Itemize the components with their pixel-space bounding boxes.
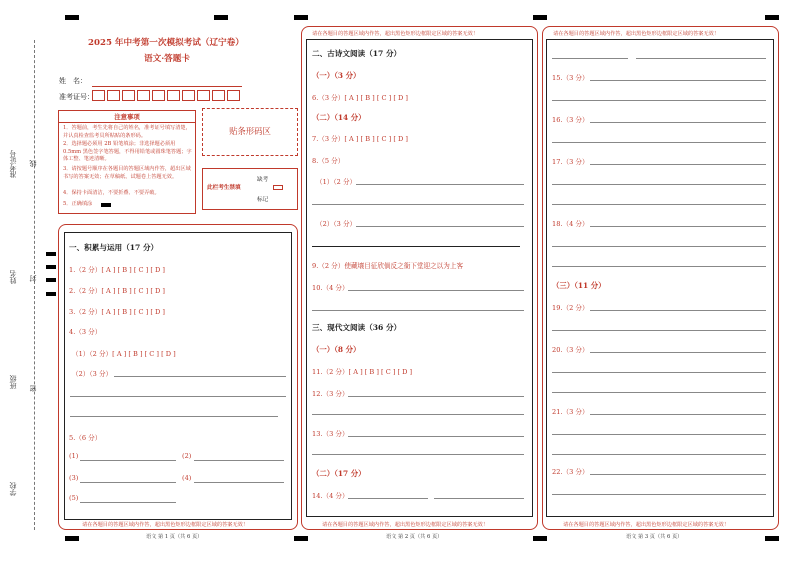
page-title: 2025 年中考第一次模拟考试（辽宁卷） xyxy=(88,38,244,48)
notice-item: 5．正确填涂 xyxy=(63,201,93,207)
answer-line[interactable] xyxy=(348,290,524,291)
answer-line[interactable] xyxy=(552,392,766,393)
question-22: 22.（3 分） xyxy=(552,468,589,476)
answer-line[interactable] xyxy=(194,482,284,483)
notice-item: 4．保持卡面清洁，不要折叠、不要弄破。 xyxy=(63,190,160,196)
exam-id-label: 准考证号： xyxy=(59,93,94,101)
page-subtitle: 语文·答题卡 xyxy=(144,54,190,64)
timing-mark xyxy=(46,278,56,282)
answer-line[interactable] xyxy=(590,474,766,475)
question-17: 17.（3 分） xyxy=(552,158,589,166)
answer-line[interactable] xyxy=(80,502,176,503)
question-1[interactable]: 1.（2 分）[ A ] [ B ] [ C ] [ D ] xyxy=(69,266,165,274)
answer-line[interactable] xyxy=(590,164,766,165)
answer-line[interactable] xyxy=(552,246,766,247)
answer-line[interactable] xyxy=(348,396,524,397)
question-2[interactable]: 2.（2 分）[ A ] [ B ] [ C ] [ D ] xyxy=(69,287,165,295)
binding-school: 学校 xyxy=(9,482,17,496)
timing-mark xyxy=(46,292,56,296)
answer-line[interactable] xyxy=(312,454,524,455)
subsection-title: （三）（11 分） xyxy=(552,281,606,290)
answer-line[interactable] xyxy=(552,372,766,373)
binding-line xyxy=(34,40,35,530)
question-5-3: (3) xyxy=(69,474,79,482)
absent-label: 此栏考生禁填 xyxy=(207,185,241,191)
binding-name: 姓名 xyxy=(9,270,17,284)
answer-warning: 请在各题目的答题区域内作答，超出黑色矩形边框限定区域的答案无效！ xyxy=(322,522,489,528)
page-footer: 语文 第 2 页（共 6 页） xyxy=(386,534,443,540)
answer-warning: 请在各题目的答题区域内作答，超出黑色矩形边框限定区域的答案无效！ xyxy=(553,31,720,37)
notice-title: 注意事项 xyxy=(114,113,140,121)
answer-line[interactable] xyxy=(590,80,766,81)
subsection-title: （二）（17 分） xyxy=(312,469,366,478)
answer-line[interactable] xyxy=(552,142,766,143)
answer-line[interactable] xyxy=(348,498,428,499)
notice-item: 2．选择题必须用 2B 铅笔填涂；非选择题必须用 0.5mm 黑色签字笔答题，不得用铅笔或圆珠笔答题；字体工整、笔迹清晰。 xyxy=(63,141,192,163)
answer-line[interactable] xyxy=(70,416,278,417)
question-5-2: (2) xyxy=(182,452,192,460)
answer-line[interactable] xyxy=(552,204,766,205)
question-8: 8.（5 分） xyxy=(312,157,345,165)
timing-mark xyxy=(765,536,779,541)
section-title: 三、现代文阅读（36 分） xyxy=(312,323,402,332)
answer-border xyxy=(306,39,533,517)
answer-line[interactable] xyxy=(552,100,766,101)
absent-checkbox[interactable] xyxy=(273,185,283,190)
notice-item: 1．答题前，考生先将自己的姓名，准考证号填写清楚，并认真检查监考员所粘贴的条形码。 xyxy=(63,125,191,139)
timing-mark xyxy=(65,536,79,541)
question-19: 19.（2 分） xyxy=(552,304,589,312)
notice-item: 3．请按题号顺序在各题目的答题区域内作答，超出区域书写的答案无效；在草稿纸、试题卷上答题无效。 xyxy=(63,166,191,180)
notice-box xyxy=(58,110,196,214)
answer-line[interactable] xyxy=(552,330,766,331)
barcode-label: 贴条形码区 xyxy=(229,126,271,136)
subsection-title: （一）（3 分） xyxy=(312,71,361,80)
section-title: 一、积累与运用（17 分） xyxy=(69,243,159,252)
question-21: 21.（3 分） xyxy=(552,408,589,416)
answer-line[interactable] xyxy=(552,434,766,435)
timing-mark xyxy=(214,15,228,20)
timing-mark xyxy=(65,15,79,20)
answer-line[interactable] xyxy=(356,226,524,227)
timing-mark xyxy=(294,15,308,20)
timing-mark xyxy=(294,536,308,541)
answer-line[interactable] xyxy=(348,436,524,437)
section-title: 二、古诗文阅读（17 分） xyxy=(312,49,402,58)
binding-secret-label: 密 xyxy=(29,385,37,392)
answer-border xyxy=(546,39,774,517)
binding-exam-id: 准考证号 xyxy=(9,150,17,178)
answer-line[interactable] xyxy=(552,454,766,455)
question-12: 12.（3 分） xyxy=(312,390,349,398)
page-footer: 语文 第 3 页（共 6 页） xyxy=(626,534,683,540)
filled-sample xyxy=(101,203,111,207)
answer-warning: 请在各题目的答题区域内作答，超出黑色矩形边框限定区域的答案无效！ xyxy=(312,31,479,37)
name-field[interactable] xyxy=(92,86,242,87)
question-6[interactable]: 6.（3 分）[ A ] [ B ] [ C ] [ D ] xyxy=(312,94,408,102)
question-10: 10.（4 分） xyxy=(312,284,349,292)
binding-seal-label: 封 xyxy=(29,275,37,282)
answer-warning: 请在各题目的答题区域内作答，超出黑色矩形边框限定区域的答案无效！ xyxy=(82,522,249,528)
answer-line[interactable] xyxy=(636,58,766,59)
answer-line[interactable] xyxy=(70,396,286,397)
question-8-1: （1）（2 分） xyxy=(316,178,357,186)
answer-line[interactable] xyxy=(356,184,524,185)
answer-warning: 请在各题目的答题区域内作答，超出黑色矩形边框限定区域的答案无效！ xyxy=(563,522,730,528)
answer-line[interactable] xyxy=(552,184,766,185)
binding-line-label: 线 xyxy=(29,160,37,167)
answer-line[interactable] xyxy=(552,58,628,59)
answer-line[interactable] xyxy=(590,352,766,353)
binding-class: 班级 xyxy=(9,375,17,389)
question-8-2: （2）（3 分） xyxy=(316,220,357,228)
question-13: 13.（3 分） xyxy=(312,430,349,438)
answer-line[interactable] xyxy=(590,310,766,311)
answer-line[interactable] xyxy=(80,482,176,483)
answer-line[interactable] xyxy=(312,246,520,247)
answer-line[interactable] xyxy=(552,266,766,267)
question-5-1: (1) xyxy=(69,452,79,460)
question-14: 14.（4 分） xyxy=(312,492,349,500)
answer-line[interactable] xyxy=(434,498,524,499)
answer-line[interactable] xyxy=(590,414,766,415)
answer-line[interactable] xyxy=(114,376,286,377)
question-16: 16.（3 分） xyxy=(552,116,589,124)
answer-line[interactable] xyxy=(312,310,524,311)
question-4-1[interactable]: （1）（2 分）[ A ] [ B ] [ C ] [ D ] xyxy=(72,350,176,358)
name-label: 姓 名： xyxy=(59,77,87,85)
question-5-4: (4) xyxy=(182,474,192,482)
question-20: 20.（3 分） xyxy=(552,346,589,354)
question-4: 4.（3 分） xyxy=(69,328,102,336)
question-3[interactable]: 3.（2 分）[ A ] [ B ] [ C ] [ D ] xyxy=(69,308,165,316)
barcode-area xyxy=(202,108,298,156)
timing-mark xyxy=(533,15,547,20)
timing-mark xyxy=(46,265,56,269)
answer-line[interactable] xyxy=(552,494,766,495)
timing-mark xyxy=(46,252,56,256)
answer-line[interactable] xyxy=(312,414,524,415)
absent-box: 此栏考生禁填 缺考 标记 xyxy=(202,168,298,210)
subsection-title: （二）（14 分） xyxy=(312,113,366,122)
page-footer: 语文 第 1 页（共 6 页） xyxy=(146,534,203,540)
question-5-5: (5) xyxy=(69,494,79,502)
question-7[interactable]: 7.（3 分）[ A ] [ B ] [ C ] [ D ] xyxy=(312,135,408,143)
answer-line[interactable] xyxy=(194,460,284,461)
answer-line[interactable] xyxy=(590,226,766,227)
question-11[interactable]: 11.（2 分）[ A ] [ B ] [ C ] [ D ] xyxy=(312,368,413,376)
question-4-2: （2）（3 分） xyxy=(72,370,113,378)
answer-line[interactable] xyxy=(80,460,176,461)
question-15: 15.（3 分） xyxy=(552,74,589,82)
question-18: 18.（4 分） xyxy=(552,220,589,228)
answer-line[interactable] xyxy=(590,122,766,123)
timing-mark xyxy=(765,15,779,20)
question-9[interactable]: 9.（2 分）使藏壤目征欣倘反之衙下堂迎之以为上客 xyxy=(312,262,464,270)
answer-line[interactable] xyxy=(312,204,524,205)
subsection-title: （一）（8 分） xyxy=(312,345,361,354)
question-5: 5.（6 分） xyxy=(69,434,102,442)
timing-mark xyxy=(533,536,547,541)
